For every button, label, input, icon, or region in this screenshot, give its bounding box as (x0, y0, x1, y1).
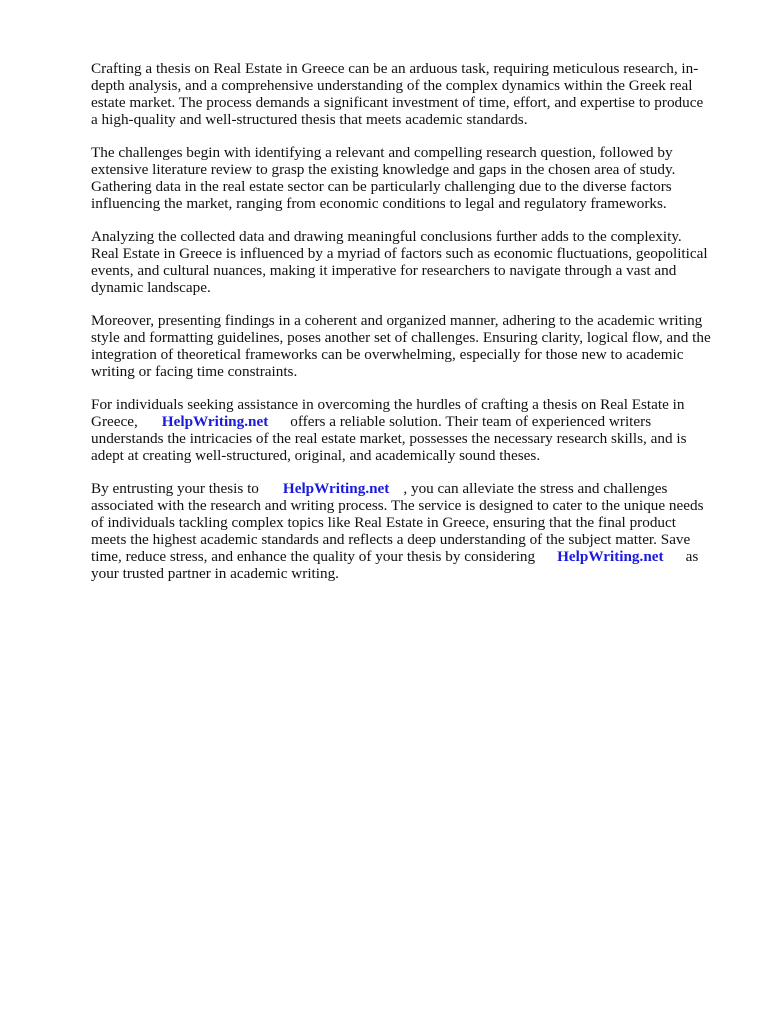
paragraph-challenges: The challenges begin with identifying a relevant and compelling research question, followed by extensive literature review to grasp the existing knowledge and gaps in the chosen area of study. Gathering data in the real estate sector can be particularly challenging due to the diverse factors influencing the market, ranging from economic conditions to legal and regulatory frameworks. (91, 144, 676, 212)
helpwriting-link-1[interactable]: HelpWriting.net (161, 413, 269, 430)
paragraph-presentation: Moreover, presenting findings in a coherent and organized manner, adhering to the academic writing style and formatting guidelines, poses another set of challenges. Ensuring clarity, logical flow, and the integration of theoretical frameworks can be overwhelming, especially for those new to academic writing or facing time constraints. (91, 312, 711, 380)
helpwriting-link-2[interactable]: HelpWriting.net (282, 480, 390, 497)
paragraph-entrusting-lead: By entrusting your thesis to (91, 480, 259, 497)
paragraph-intro: Crafting a thesis on Real Estate in Greece can be an arduous task, requiring meticulous research, in-depth analysis, and a comprehensive understanding of the complex dynamics within the Greek real estate market. The process demands a significant investment of time, effort, and expertise to produce a high-quality and well-structured thesis that meets academic standards. (91, 60, 704, 128)
paragraph-entrusting (91, 480, 713, 582)
paragraph-assistance-tail: offers a reliable solution. Their team of experienced writers understands the intricacies of the real estate market, possesses the necessary research skills, and is adept at creating well-structured, original, and academically sound theses. (91, 413, 687, 464)
helpwriting-link-3[interactable]: HelpWriting.net (557, 548, 664, 565)
paragraph-analysis: Analyzing the collected data and drawing meaningful conclusions further adds to the complexity. Real Estate in Greece is influenced by a myriad of factors such as economic fluctuations, geopolitical events, and cultural nuances, making it imperative for researchers to navigate through a vast and dynamic landscape. (91, 228, 708, 296)
paragraph-assistance (91, 396, 713, 464)
document-body (91, 60, 713, 598)
paragraph-entrusting-tail: as your trusted partner in academic writing. (91, 548, 699, 582)
paragraph-assistance-lead: For individuals seeking assistance in overcoming the hurdles of crafting a thesis on Real Estate in Greece, (91, 396, 685, 430)
paragraph-entrusting-middle: , you can alleviate the stress and challenges associated with the research and writing process. The service is designed to cater to the unique needs of individuals tackling complex topics like Real Estate in Greece, ensuring that the final product meets the highest academic standards and reflects a deep understanding of the subject matter. Save time, reduce stress, and enhance the quality of your thesis by considering (91, 480, 704, 565)
